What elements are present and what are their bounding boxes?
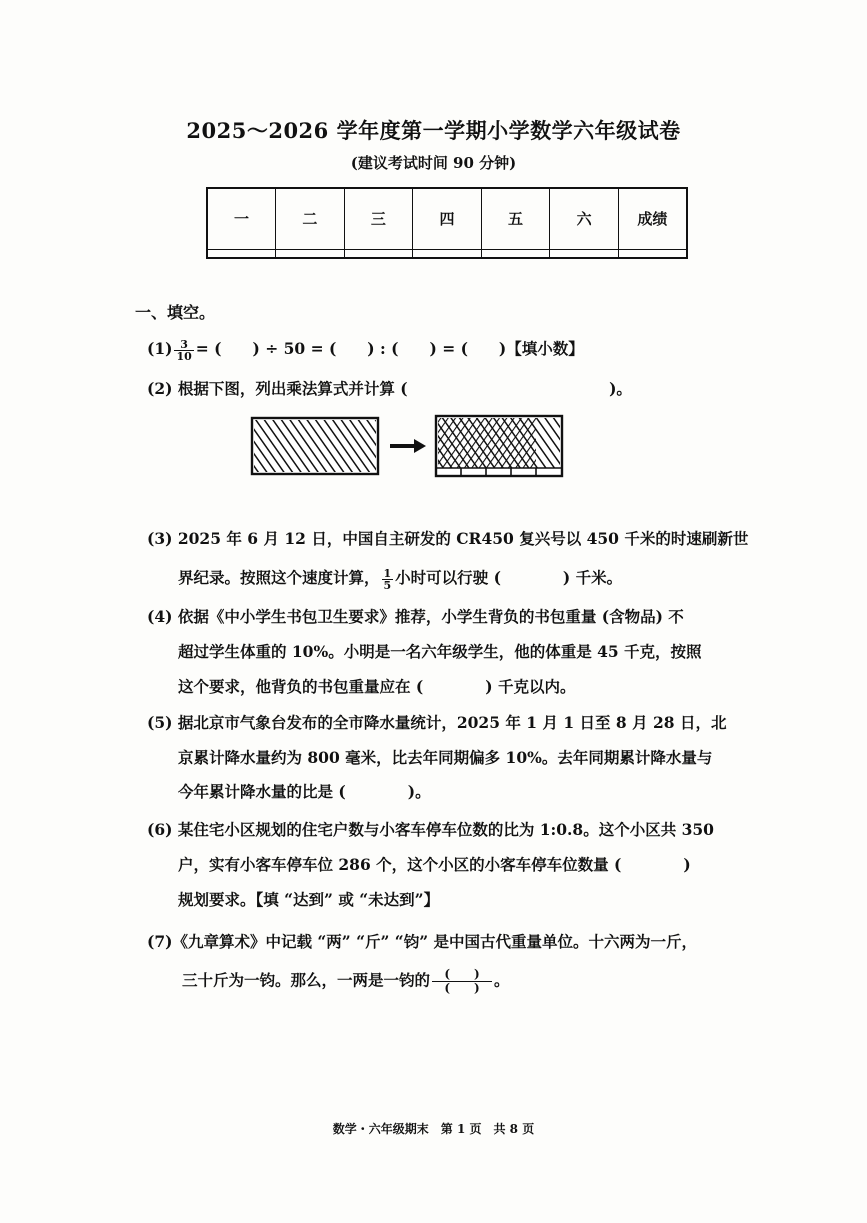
question-5-line-2: 京累计降水量约为 800 毫米，比去年同期偏多 10%。去年同期累计降水量与 (178, 748, 713, 767)
question-6-line-3: 规划要求。【填 “达到” 或 “未达到”】 (178, 890, 440, 909)
multiplication-figure (248, 410, 570, 488)
score-cell[interactable] (550, 249, 619, 258)
question-3-line-1: (3) 2025 年 6 月 12 日，中国自主研发的 CR450 复兴号以 450 千米的时速刷新世 (147, 529, 749, 548)
score-header-3: 三 (344, 188, 413, 249)
score-header-2: 二 (276, 188, 345, 249)
question-7-line-1: (7)《九章算术》中记载 “两” “斤” “钧” 是中国古代重量单位。十六两为一斤， (147, 932, 698, 951)
fraction-3-10: $\frac{3}{10}$ (176, 337, 192, 363)
score-header-5: 五 (481, 188, 550, 249)
score-cell[interactable] (618, 249, 687, 258)
score-cell[interactable] (413, 249, 482, 258)
question-6-line-2: 户，实有小客车停车位 286 个，这个小区的小客车停车位数量 ( ) (178, 855, 691, 874)
result-cross-hatched-area (438, 418, 536, 468)
score-cell[interactable] (344, 249, 413, 258)
score-cell[interactable] (481, 249, 550, 258)
question-5-line-1: (5) 据北京市气象台发布的全市降水量统计，2025 年 1 月 1 日至 8 月 28 日，北 (147, 713, 727, 732)
question-4-line-2: 超过学生体重的 10%。小明是一名六年级学生，他的体重是 45 千克，按照 (178, 642, 702, 661)
score-table (206, 187, 688, 259)
score-header-4: 四 (413, 188, 482, 249)
page-footer: 数学・六年级期末 第 1 页 共 8 页 (332, 1122, 535, 1136)
question-6-line-1: (6) 某住宅小区规划的住宅户数与小客车停车位数的比为 1:0.8。这个小区共 350 (147, 820, 714, 839)
score-cell[interactable] (207, 249, 276, 258)
section-heading: 一、填空。 (135, 303, 216, 322)
answer-fraction-blank[interactable]: $\frac{( )}{( )}$ (432, 968, 492, 995)
question-number: (1) (147, 339, 173, 358)
question-4-line-1: (4) 依据《中小学生书包卫生要求》推荐，小学生背负的书包重量 (含物品) 不 (147, 607, 684, 626)
question-3-line-2: 界纪录。按照这个速度计算， $\frac{1}{5}$ 小时可以行驶 ( ) 千米。 (178, 566, 623, 592)
fraction-1-5: $\frac{1}{5}$ (383, 566, 392, 592)
score-table-header-row (207, 188, 687, 249)
exam-title: 2025～2026 学年度第一学期小学数学六年级试卷 (186, 118, 681, 143)
question-4-line-3: 这个要求，他背负的书包重量应在 ( ) 千克以内。 (178, 677, 576, 696)
question-7-line-2: 三十斤为一钧。那么，一两是一钧的 $\frac{( )}{( )}$ 。 (182, 967, 510, 995)
score-cell[interactable] (276, 249, 345, 258)
question-2: (2) 根据下图，列出乘法算式并计算 ( )。 (147, 379, 632, 398)
score-table-blank-row (207, 249, 687, 258)
original-shaded-area (254, 420, 376, 472)
score-header-total: 成绩 (618, 188, 687, 249)
exam-duration-note: (建议考试时间 90 分钟) (350, 154, 517, 172)
score-header-1: 一 (207, 188, 276, 249)
score-header-6: 六 (550, 188, 619, 249)
question-1 (147, 337, 584, 362)
question-5-line-3: 今年累计降水量的比是 ( )。 (178, 782, 431, 801)
question-text: = ( ) ÷ 50 = ( ) : ( ) = ( )【填小数】 (195, 339, 584, 358)
arrow-icon (390, 439, 426, 453)
